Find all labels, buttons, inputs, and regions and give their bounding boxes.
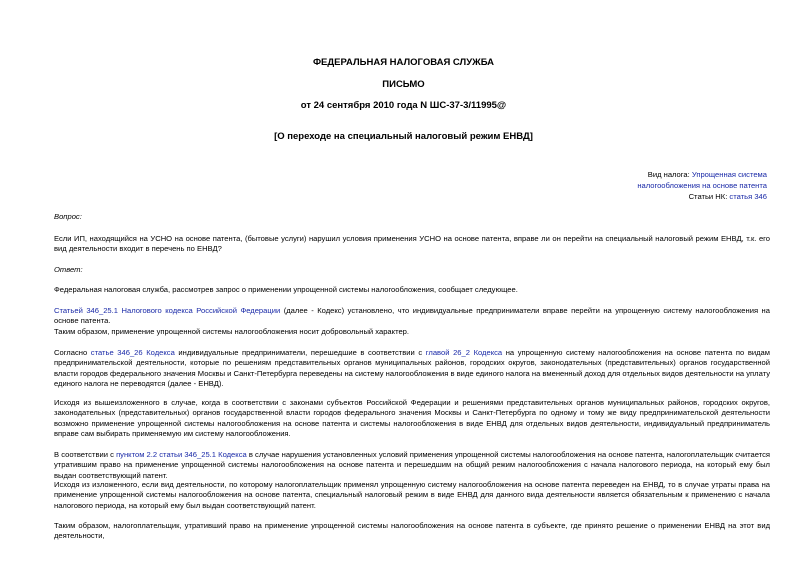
article-point-link[interactable]: пунктом 2.2 статьи 346_25.1 Кодекса [116, 450, 247, 459]
document-subject: [О переходе на специальный налоговый режим ЕНВД] [274, 131, 533, 142]
answer-label: Ответ: [54, 265, 83, 274]
document-type: ПИСЬМО [382, 79, 425, 90]
nk-article-link[interactable]: статья 346 [729, 192, 767, 201]
paragraph-6-pre: В соответствии с [54, 450, 117, 459]
agency-title: ФЕДЕРАЛЬНАЯ НАЛОГОВАЯ СЛУЖБА [312, 57, 495, 68]
paragraph-8: Таким образом, налогоплательщик, утративший право на применение упрощенной системы налогообложения на основе патента в субъекте, где принято решение о применении ЕНВД на этот вид деятельности, [54, 521, 770, 541]
tax-type-link[interactable]: Упрощенная система [691, 170, 767, 179]
paragraph-4-mid: индивидуальные предприниматели, перешедшие в соответствии с [174, 348, 426, 357]
tax-type-label: Вид налога: [647, 170, 692, 179]
tax-meta [637, 169, 767, 202]
question-text: Если ИП, находящийся на УСНО на основе патента, (бытовые услуги) нарушил условия применения УСНО на основе патента, вправе ли он перейти на специальный налоговый режим ЕНВД, т.к. его вид деятельности входит в перечень по ЕНВД? [54, 234, 770, 254]
paragraph-6 [54, 450, 770, 481]
document-date-number: от 24 сентября 2010 года N ШС-37-3/11995@ [300, 100, 507, 111]
tax-type-link-cont[interactable]: налогообложения на основе патента [637, 181, 767, 190]
paragraph-7: Исходя из изложенного, если вид деятельности, по которому налогоплательщик применял упрощенную систему налогообложения на основе патента переведен на ЕНВД, то в случае утраты права на применение упрощенной системы налогообложения на основе патента, специальный налоговый режим в виде ЕНВД для данного вида деятельности является обязательным к применению с начала налогового периода, на который ему был выдан соответствующий патент. [54, 480, 770, 510]
article-link[interactable]: статье 346_26 Кодекса [90, 348, 175, 357]
paragraph-3: Таким образом, применение упрощенной системы налогообложения носит добровольный характер. [54, 327, 410, 336]
article-link[interactable]: Статьей 346_25.1 [54, 306, 118, 315]
paragraph-4 [54, 348, 770, 390]
paragraph-4-text: на упрощенную систему налогообложения на основе патента по видам предпринимательской деятельности, которые по решениям представительных органов муниципальных районов, городских округов, законодательных (представительных) органов государственной власти городов федерального значения Москвы и Санкт-Петербурга переведены на систему налогообложения в виде единого налога на вмененный доход для отдельных видов деятельности на уплату единого налога не переводятся (далее - ЕНВД). [54, 348, 770, 389]
chapter-link[interactable]: главой 26_2 Кодекса [425, 348, 503, 357]
paragraph-4-pre: Согласно [54, 348, 91, 357]
question-label: Вопрос: [54, 212, 82, 221]
paragraph-1: Федеральная налоговая служба, рассмотрев запрос о применении упрощенной системы налогообложения, сообщает следующее. [54, 285, 518, 294]
paragraph-6-text: в случае нарушения установленных условий применения упрощенной системы налогообложения на основе патента, налогоплательщик считается утратившим право на применение упрощенной системы налогообложения на основе патента и перешедшим на общий режим налогообложения с начала налогового периода, на который ему был выдан соответствующий патент. [54, 450, 771, 480]
paragraph-2 [54, 306, 770, 327]
paragraph-5: Исходя из вышеизложенного в случае, когда в соответствии с законами субъектов Российской Федерации и решениями представительных органов муниципальных районов, городских округов, законодательных (представительных) органов государственной власти городов федерального значения Москвы и Санкт-Петербурга по одному и тому же виду предпринимательской деятельности возможно применение упрощенной системы налогообложения на основе патента и системы налогообложения в виде ЕНВД для отдельных видов деятельности, индивидуальный предприниматель вправе сам выбирать применяемую им систему налогообложения. [54, 398, 770, 439]
nk-label: Статьи НК: [688, 192, 730, 201]
code-link[interactable]: Налогового кодекса Российской Федерации [121, 306, 281, 315]
paragraph-2-text: (далее - Кодекс) установлено, что индивидуальные предприниматели вправе перейти на упрощенную систему налогообложения на основе патента. [54, 306, 770, 326]
